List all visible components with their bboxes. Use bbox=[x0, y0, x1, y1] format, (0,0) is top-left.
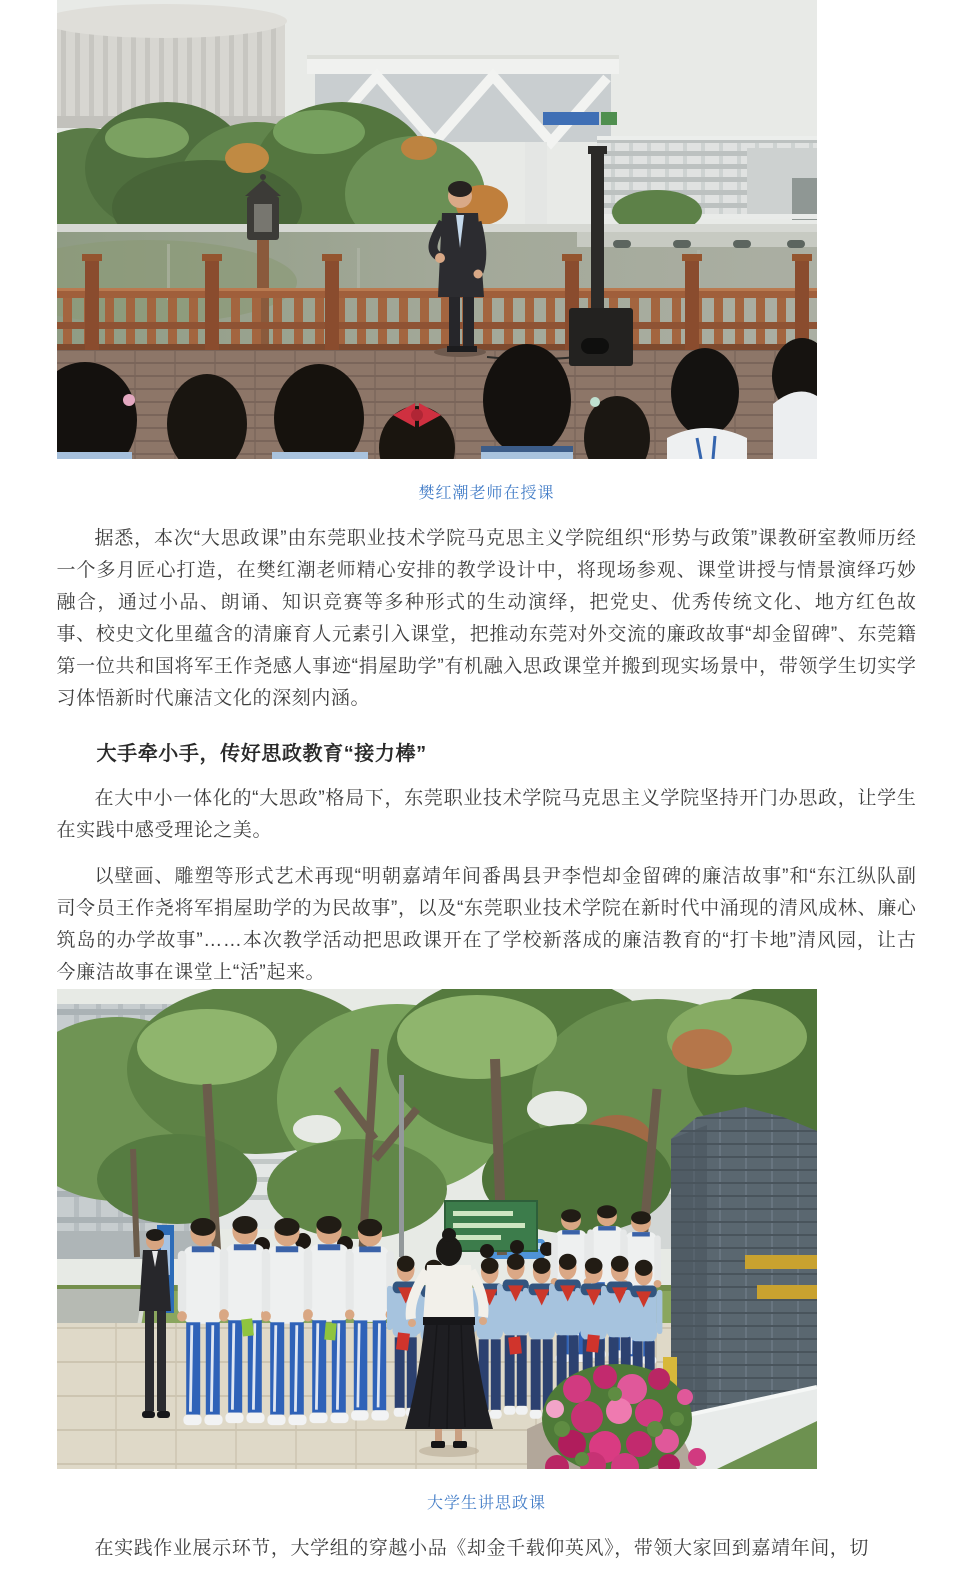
photo-students-monument bbox=[57, 989, 817, 1469]
paragraph-4: 在实践作业展示环节，大学组的穿越小品《却金千载仰英风》，带领大家回到嘉靖年间，切 bbox=[94, 1538, 870, 1559]
photo-caption-1: 樊红潮老师在授课 bbox=[418, 485, 555, 502]
lakeside-lecture-illustration bbox=[57, 0, 817, 459]
photo-teacher-lecture bbox=[57, 0, 817, 459]
paragraph-3: 以壁画、雕塑等形式艺术再现“明朝嘉靖年间番禺县尹李恺却金留碑的廉洁故事”和“东江纵队副司令员王作尧将军捐屋助学的为民故事”，以及“东莞职业技术学院在新时代中涌现的清风成林、廉心筑岛的办学故事”……本次教学活动把思政课开在了学校新落成的廉洁教育的“打卡地”清风园，让古今廉洁故事在课堂上“活”起来。 bbox=[56, 866, 917, 983]
monument-scene-illustration bbox=[57, 989, 817, 1469]
article-content bbox=[57, 0, 917, 1565]
paragraph-2: 在大中小一体化的“大思政”格局下，东莞职业技术学院马克思主义学院坚持开门办思政，让学生在实践中感受理论之美。 bbox=[56, 788, 917, 841]
section-heading: 大手牵小手，传好思政教育“接力棒” bbox=[96, 743, 427, 765]
photo-caption-2: 大学生讲思政课 bbox=[426, 1495, 546, 1512]
paragraph-1: 据悉，本次“大思政课”由东莞职业技术学院马克思主义学院组织“形势与政策”课教研室教师历经一个多月匠心打造，在樊红潮老师精心安排的教学设计中，将现场参观、课堂讲授与情景演绎巧妙融合，通过小品、朗诵、知识竞赛等多种形式的生动演绎，把党史、优秀传统文化、地方红色故事、校史文化里蕴含的清廉育人元素引入课堂，把推动东莞对外交流的廉政故事“却金留碑”、东莞籍第一位共和国将军王作尧感人事迹“捐屋助学”有机融入思政课堂并搬到现实场景中，带领学生切实学习体悟新时代廉洁文化的深刻内涵。 bbox=[56, 528, 917, 709]
